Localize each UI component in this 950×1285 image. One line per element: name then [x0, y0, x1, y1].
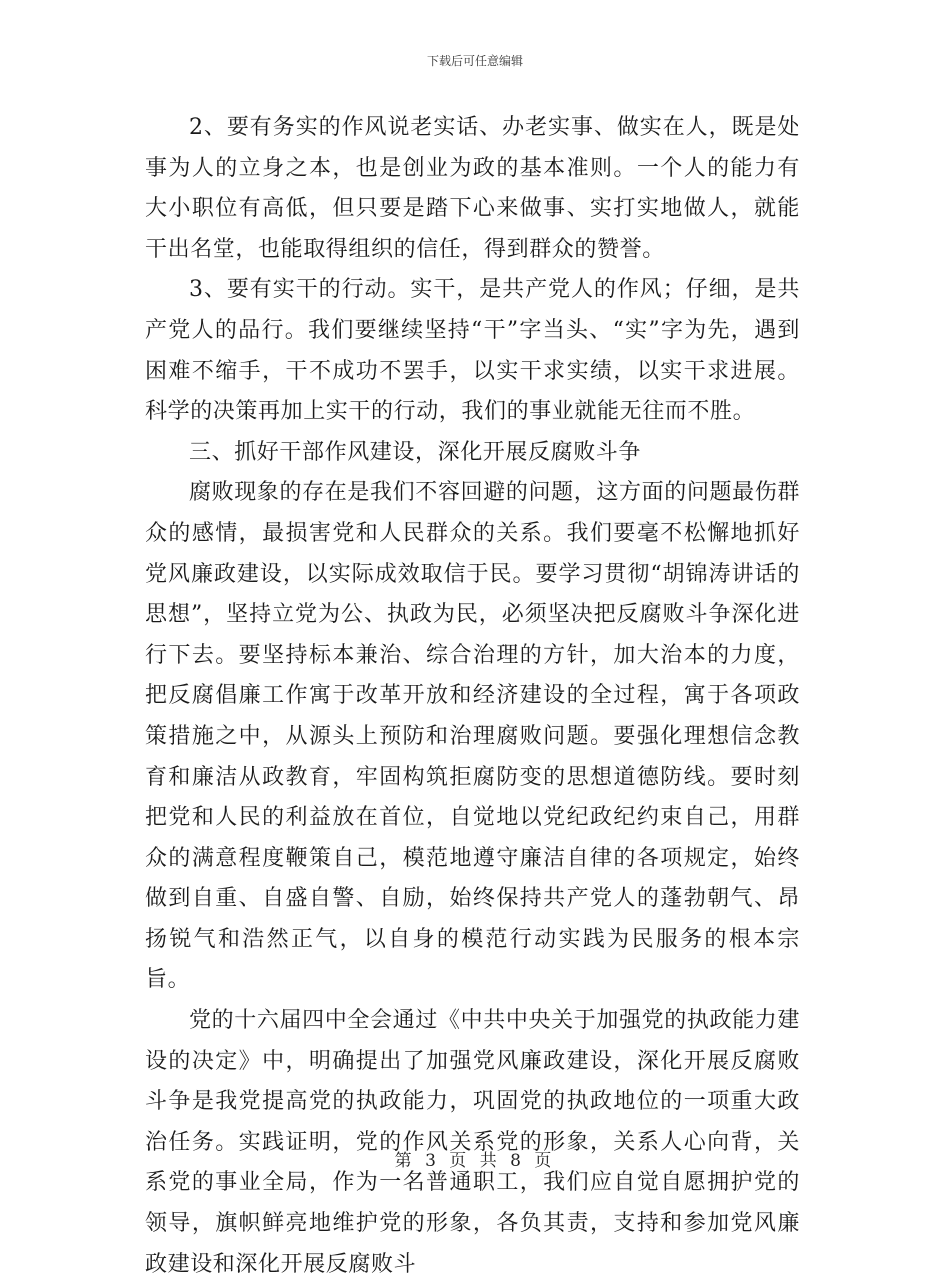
paragraph-point-3: 3、要有实干的行动。实干，是共产党人的作风；仔细，是共产党人的品行。我们要继续坚持“干”字当头、“实”字为先，遇到困难不缩手，干不成功不罢手，以实干求实绩，以实干求进展。科学的决策再加上实干的行动，我们的事业就能无往而不胜。 [145, 277, 800, 425]
section-heading-3: 三、抓好干部作风建设，深化开展反腐败斗争 [189, 439, 642, 465]
paragraph-plenum: 党的十六届四中全会通过《中共中央关于加强党的执政能力建设的决定》中，明确提出了加强党风廉政建设，深化开展反腐败斗争是我党提高党的执政能力，巩固党的执政地位的一项重大政治任务。实践证明，党的作风关系党的形象，关系人心向背，关系党的事业全局，作为一名普通职工，我们应自觉自愿拥护党的领导，旗帜鲜亮地维护党的形象，各负其责，支持和参加党风廉政建设和深化开展反腐败斗 [145, 1008, 800, 1277]
document-body [145, 108, 800, 1285]
page-header: 下载后可任意编辑 [426, 54, 523, 68]
paragraph-point-2: 2、要有务实的作风说老实话、办老实事、做实在人，既是处事为人的立身之本，也是创业为政的基本准则。一个人的能力有大小职位有高低，但只要是踏下心来做事、实打实地做人，就能干出名堂，也能取得组织的信任，得到群众的赞誉。 [145, 115, 800, 262]
paragraph-corruption: 腐败现象的存在是我们不容回避的问题，这方面的问题最伤群众的感情，最损害党和人民群众的关系。我们要毫不松懈地抓好党风廉政建设，以实际成效取信于民。要学习贯彻“胡锦涛讲话的思想”，坚持立党为公、执政为民，必须坚决把反腐败斗争深化进行下去。要坚持标本兼治、综合治理的方针，加大治本的力度，把反腐倡廉工作寓于改革开放和经济建设的全过程，寓于各项政策措施之中，从源头上预防和治理腐败问题。要强化理想信念教育和廉洁从政教育，牢固构筑拒腐防变的思想道德防线。要时刻把党和人民的利益放在首位，自觉地以党纪政纪约束自己，用群众的满意程度鞭策自己，模范地遵守廉洁自律的各项规定，始终做到自重、自盛自警、自励，始终保持共产党人的蓬勃朝气、昂扬锐气和浩然正气，以自身的模范行动实践为民服务的根本宗旨。 [145, 480, 800, 993]
page-number-footer: 第 3 页 共 8 页 [394, 1151, 556, 1171]
